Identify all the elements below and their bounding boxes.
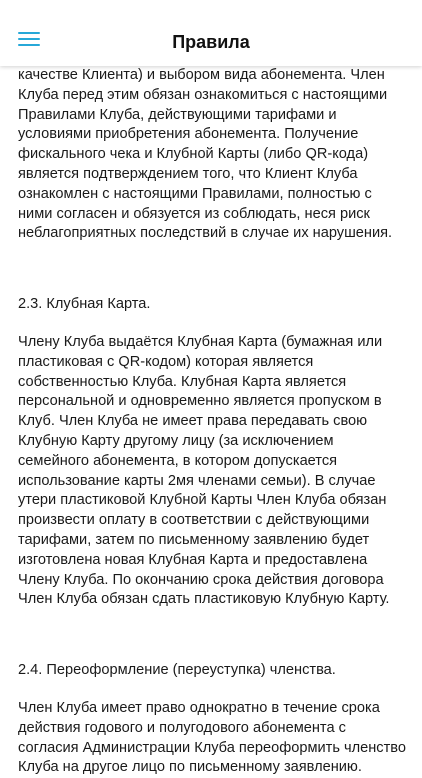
app-bar bbox=[0, 0, 422, 66]
section-heading-club-card: 2.3. Клубная Карта. bbox=[18, 296, 151, 313]
rules-paragraph: Члену Клуба выдаётся Клубная Карта (бумажная или пластиковая с QR-кодом) которая является собственностью Клуба. Клубная Карта является персональной и одновременно является пропуском в Клуб. Член Клуба не имеет права передавать свою Клубную Карту другому лицу (за исключением семейного абонемента, в котором допускается использование карты 2мя членами семьи). В случае утери пластиковой Клубной Карты Член Клуба обязан произвести оплату в соответствии с действующими тарифами, затем по письменному заявлению будет изготовлена новая Клубная Карта и предоставлена Члену Клуба. По окончанию срока действия договора Член Клуба обязан сдать пластиковую Клубную Карту. bbox=[18, 333, 390, 608]
rules-paragraph: Член Клуба имеет право однократно в течение срока действия годового и полугодового абонемента с согласия Администрации Клуба переоформить членство Клуба на другое лицо по письменному заявлению. bbox=[18, 699, 406, 776]
rules-paragraph: качестве Клиента) и выбором вида абонемента. Член Клуба перед этим обязан ознакомиться с настоящими Правилами Клуба, действующими тарифами и условиями приобретения абонемента. Получение фискального чека и Клубной Карты (либо QR-кода) является подтверждением того, что Клиент Клуба ознакомлен с настоящими Правилами, полностью с ними согласен и обязуется из соблюдать, неся риск неблагоприятных последствий в случае их нарушения. bbox=[18, 67, 393, 242]
page-title: Правила bbox=[172, 32, 250, 52]
section-heading-membership-transfer: 2.4. Переоформление (переуступка) членства. bbox=[18, 662, 336, 679]
rules-text bbox=[18, 66, 408, 778]
